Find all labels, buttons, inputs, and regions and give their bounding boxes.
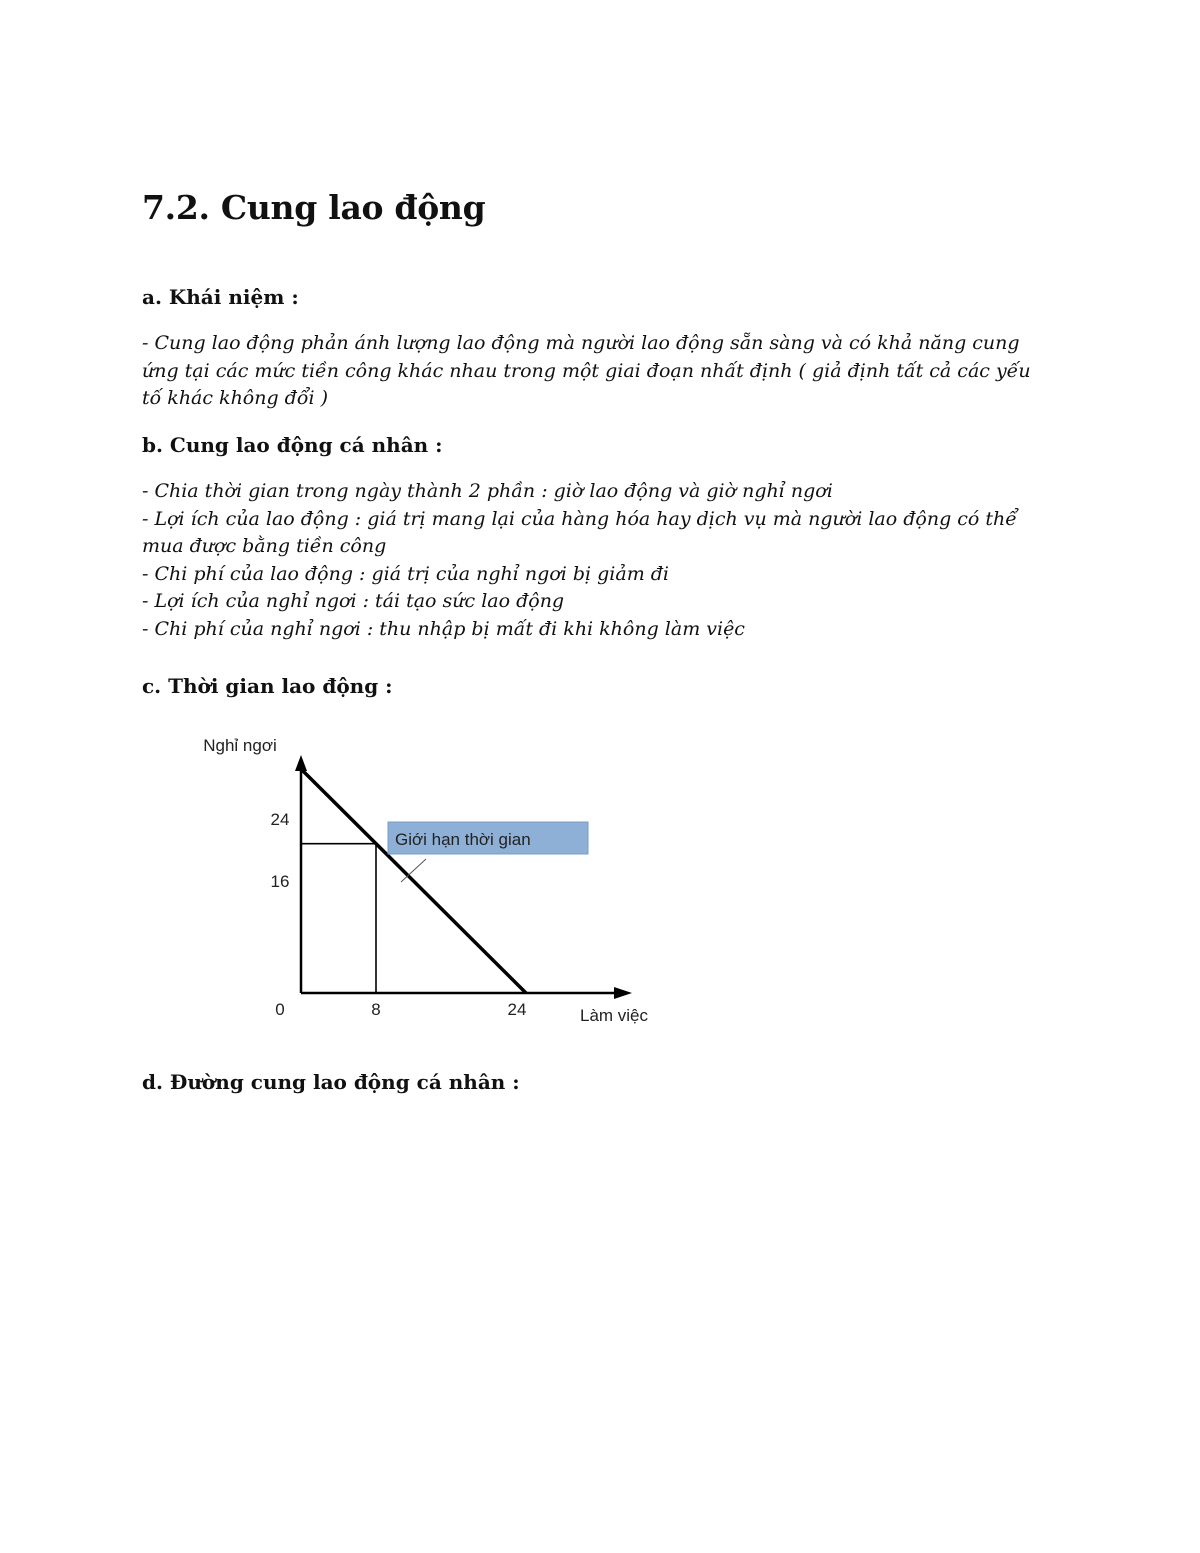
section-a-paragraph	[142, 330, 1062, 413]
x-axis-title: Làm việc	[579, 1006, 649, 1025]
time-constraint-line	[301, 769, 526, 993]
section-d-heading: d. Đường cung lao động cá nhân :	[142, 1070, 520, 1094]
y-axis-title: Nghỉ ngơi	[203, 736, 277, 755]
paragraph-line: ứng tại các mức tiền công khác nhau trong một giai đoạn nhất định ( giả định tất cả các yếu	[142, 359, 1031, 382]
list-item: mua được bằng tiền công	[142, 535, 387, 557]
list-item: - Lợi ích của nghỉ ngơi : tái tạo sức lao động	[142, 590, 565, 612]
x-tick-label: 24	[507, 1000, 527, 1019]
list-item: - Lợi ích của lao động : giá trị mang lại của hàng hóa hay dịch vụ mà người lao động có thể	[142, 507, 1017, 530]
time-constraint-chart	[180, 725, 680, 1035]
annotation-label: Giới hạn thời gian	[395, 830, 531, 849]
x-axis-arrow-icon	[614, 987, 632, 999]
list-item: - Chia thời gian trong ngày thành 2 phần : giờ lao động và giờ nghỉ ngơi	[142, 480, 833, 502]
x-tick-label: 8	[371, 1000, 381, 1019]
list-item: - Chi phí của nghỉ ngơi : thu nhập bị mất đi khi không làm việc	[142, 617, 745, 640]
paragraph-line: - Cung lao động phản ánh lượng lao động mà người lao động sẵn sàng và có khả năng cung	[142, 332, 1020, 354]
y-axis-arrow-icon	[295, 755, 307, 771]
x-tick-label: 0	[275, 1000, 285, 1019]
page-title: 7.2. Cung lao động	[142, 188, 486, 227]
section-b-heading: b. Cung lao động cá nhân :	[142, 433, 443, 457]
list-item: - Chi phí của lao động : giá trị của nghỉ ngơi bị giảm đi	[142, 562, 670, 585]
paragraph-line: tố khác không đổi )	[142, 387, 329, 409]
section-a-heading: a. Khái niệm :	[142, 285, 299, 309]
section-c-heading: c. Thời gian lao động :	[142, 674, 393, 698]
y-tick-label: 24	[270, 810, 290, 829]
y-tick-label: 16	[270, 872, 290, 891]
section-b-list	[142, 478, 1062, 643]
